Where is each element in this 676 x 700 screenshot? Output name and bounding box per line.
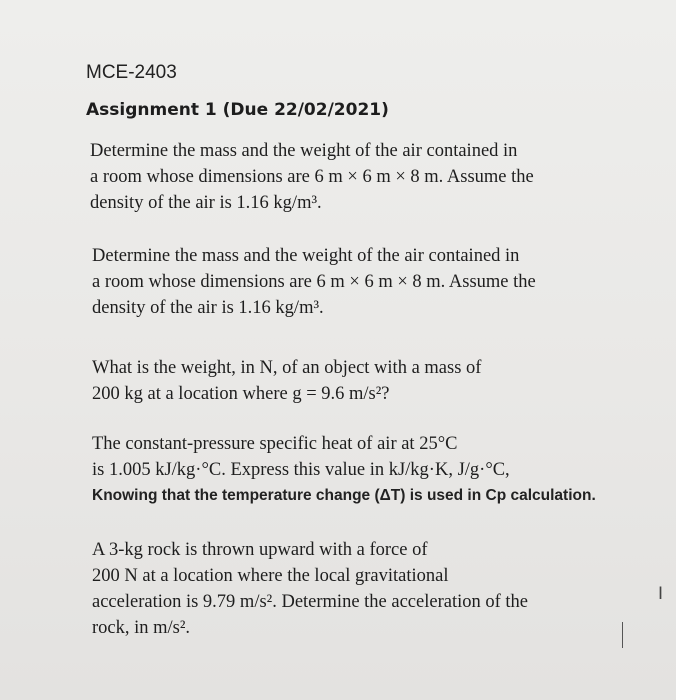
ibeam-cursor-icon: I bbox=[658, 584, 664, 604]
question-1 bbox=[90, 138, 534, 216]
assignment-title: Assignment 1 (Due 22/02/2021) bbox=[86, 100, 389, 120]
text-caret bbox=[622, 622, 623, 648]
question-line: rock, in m/s². bbox=[92, 618, 191, 638]
question-line: Determine the mass and the weight of the air contained in bbox=[92, 246, 520, 266]
question-line: 200 kg at a location where g = 9.6 m/s²? bbox=[92, 384, 390, 404]
question-line: density of the air is 1.16 kg/m³. bbox=[90, 193, 322, 213]
question-line: a room whose dimensions are 6 m × 6 m × 8 m. Assume the bbox=[90, 167, 534, 187]
question-line: Determine the mass and the weight of the air contained in bbox=[90, 141, 518, 161]
question-4 bbox=[92, 431, 596, 509]
question-line: density of the air is 1.16 kg/m³. bbox=[92, 298, 324, 318]
course-code: MCE-2403 bbox=[86, 62, 177, 83]
question-5 bbox=[92, 537, 528, 641]
question-line: acceleration is 9.79 m/s². Determine the acceleration of the bbox=[92, 592, 528, 612]
question-line: A 3-kg rock is thrown upward with a force of bbox=[92, 540, 428, 560]
question-note: Knowing that the temperature change (ΔT) is used in Cp calculation. bbox=[92, 487, 596, 504]
question-line: What is the weight, in N, of an object with a mass of bbox=[92, 358, 482, 378]
question-line: 200 N at a location where the local gravitational bbox=[92, 566, 449, 586]
question-line: is 1.005 kJ/kg·°C. Express this value in kJ/kg·K, J/g·°C, bbox=[92, 460, 510, 480]
question-2 bbox=[92, 243, 536, 321]
question-line: a room whose dimensions are 6 m × 6 m × 8 m. Assume the bbox=[92, 272, 536, 292]
question-3 bbox=[92, 355, 481, 407]
question-line: The constant-pressure specific heat of air at 25°C bbox=[92, 434, 458, 454]
